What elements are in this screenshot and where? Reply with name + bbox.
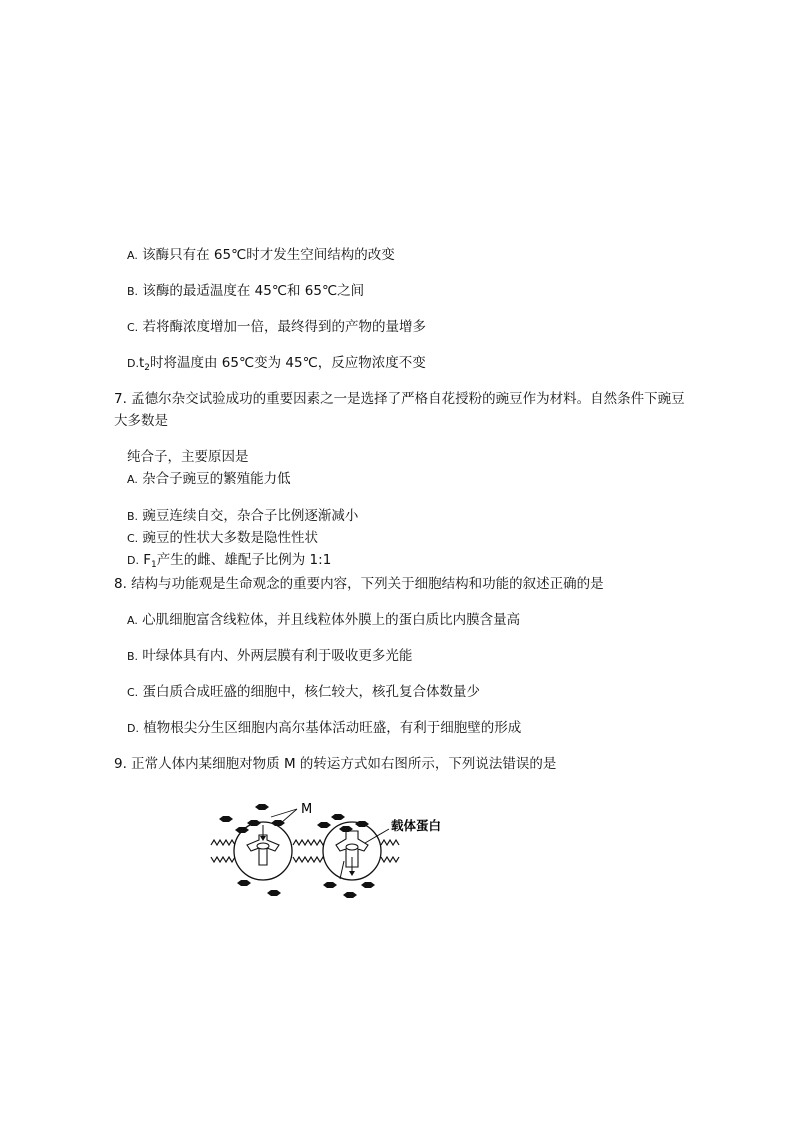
q7-stem-line2: 大多数是 (114, 413, 168, 429)
q7-stem-line1: 7. 孟德尔杂交试验成功的重要因素之一是选择了严格自花授粉的豌豆作为材料。自然条件下豌豆 (114, 391, 685, 407)
molecule-m (237, 880, 251, 886)
carrier-protein-right (323, 822, 381, 880)
molecule-m (331, 814, 345, 820)
q8-option-d: D. 植物根尖分生区细胞内高尔基体活动旺盛，有利于细胞壁的形成 (127, 720, 522, 736)
membrane-left (211, 840, 235, 862)
molecule-m (323, 882, 337, 888)
q9-stem: 9. 正常人体内某细胞对物质 M 的转运方式如右图所示，下列说法错误的是 (114, 756, 557, 772)
q8-option-b: B. 叶绿体具有内、外两层膜有利于吸收更多光能 (127, 648, 413, 664)
q6-option-c: C. 若将酶浓度增加一倍，最终得到的产物的量增多 (127, 319, 426, 335)
q8-option-a: A. 心肌细胞富含线粒体，并且线粒体外膜上的蛋白质比内膜含量高 (127, 612, 521, 628)
molecule-m (361, 882, 375, 888)
q7-option-d: D. $F_1$产生的雌、雄配子比例为 1:1 (127, 552, 332, 570)
molecule-m (255, 804, 269, 810)
q6-option-b: B. 该酶的最适温度在 45℃和 65℃之间 (127, 283, 365, 299)
molecule-m (317, 822, 331, 828)
membrane-right (381, 840, 399, 862)
q6-option-d: $D.t_2$时将温度由 65℃变为 45℃，反应物浓度不变 (127, 355, 426, 373)
q7-option-c: C. 豌豆的性状大多数是隐性性状 (127, 530, 318, 546)
q6-option-a: A. 该酶只有在 65℃时才发生空间结构的改变 (127, 247, 395, 263)
molecule-m (219, 816, 233, 822)
q8-stem: 8. 结构与功能观是生命观念的重要内容，下列关于细胞结构和功能的叙述正确的是 (114, 576, 604, 592)
molecule-m (267, 890, 281, 896)
transport-diagram (205, 795, 442, 905)
q7-option-b: B. 豌豆连续自交，杂合子比例逐渐减小 (127, 508, 359, 524)
q8-option-c: C. 蛋白质合成旺盛的细胞中，核仁较大，核孔复合体数量少 (127, 684, 480, 700)
q7-option-a: A. 杂合子豌豆的繁殖能力低 (127, 471, 291, 487)
label-carrier-protein: 载体蛋白 (391, 818, 442, 833)
label-m: M (301, 802, 313, 817)
molecule-m (343, 892, 357, 898)
q7-stem-line3: 纯合子，主要原因是 (127, 449, 249, 465)
